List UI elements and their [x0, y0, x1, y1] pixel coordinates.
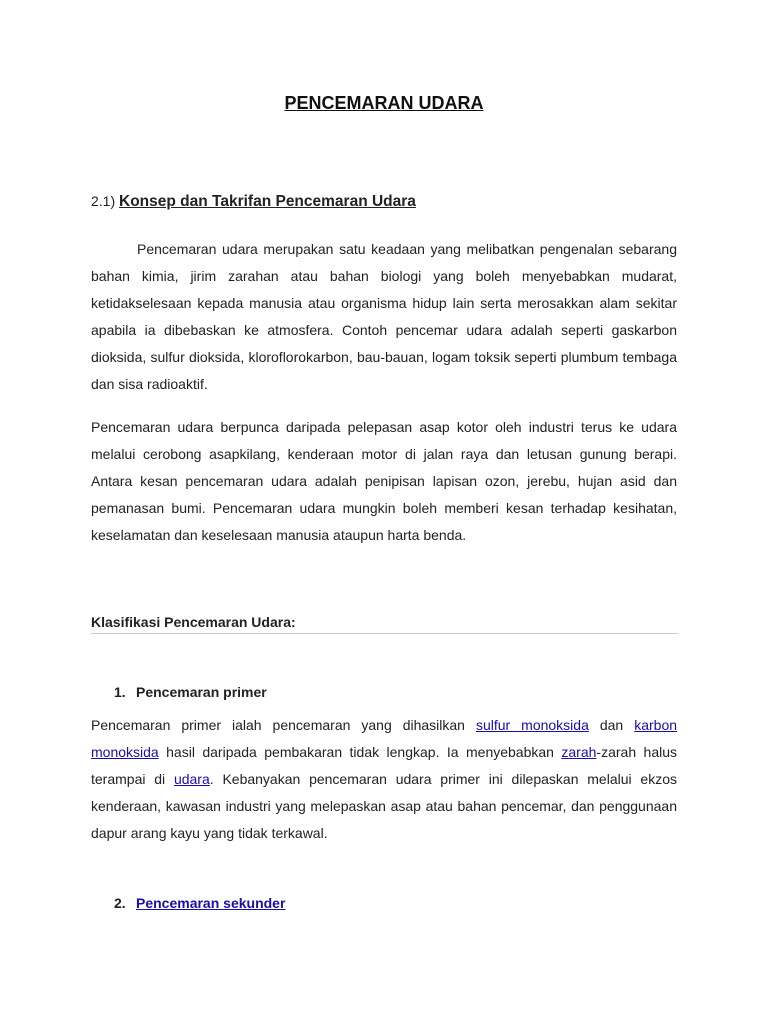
item-primer-heading [114, 684, 267, 700]
primer-text-3: hasil daripada pembakaran tidak lengkap. Ia menyebabkan [158, 744, 562, 760]
document-title: PENCEMARAN UDARA [284, 93, 484, 113]
section-number: 2.1) [91, 193, 116, 209]
link-pencemaran-sekunder[interactable]: Pencemaran sekunder [136, 895, 286, 911]
primer-text-1: Pencemaran primer ialah pencemaran yang dihasilkan [91, 717, 476, 733]
paragraph-definition: Pencemaran udara merupakan satu keadaan yang melibatkan pengenalan sebarang bahan kimia, jirim zarahan atau bahan biologi yang boleh menyebabkan mudarat, ketidakselesaan kepada manusia atau organisma hidup lain serta merosakkan alam sekitar apabila ia dibebaskan ke atmosfera. Contoh pencemar udara adalah seperti gaskarbon dioksida, sulfur dioksida, kloroflorokarbon, bau-bauan, logam toksik seperti plumbum tembaga dan sisa radioaktif. [91, 241, 677, 392]
link-zarah[interactable]: zarah [561, 744, 597, 760]
item-sekunder-number: 2. [114, 895, 126, 911]
item-primer-number: 1. [114, 684, 126, 700]
item-sekunder-heading [114, 895, 285, 911]
item-primer-title: Pencemaran primer [136, 684, 267, 700]
primer-text-5: . Kebanyakan pencemaran udara primer ini dilepaskan melalui ekzos kenderaan, kawasan industri yang melepaskan asap atau bahan pencemar, dan penggunaan dapur arang kayu yang tidak terkawal. [91, 771, 677, 841]
paragraph-causes: Pencemaran udara berpunca daripada pelepasan asap kotor oleh industri terus ke udara melalui cerobong asapkilang, kenderaan motor di jalan raya dan letusan gunung berapi. Antara kesan pencemaran udara adalah penipisan lapisan ozon, jerebu, hujan asid dan pemanasan bumi. Pencemaran udara mungkin boleh memberi kesan terhadap kesihatan, keselamatan dan keselesaan manusia ataupun harta benda. [91, 419, 677, 543]
link-karbon-monoksida[interactable]: karbon monoksida [91, 717, 678, 760]
klasifikasi-heading: Klasifikasi Pencemaran Udara: [91, 614, 678, 634]
section-title: Konsep dan Takrifan Pencemaran Udara [119, 193, 416, 210]
section-heading [91, 193, 416, 211]
primer-text-2: dan [588, 717, 635, 733]
primer-text-4: -zarah halus terampai di [91, 744, 678, 787]
link-udara[interactable]: udara [173, 771, 210, 787]
link-sulfur-monoksida[interactable]: sulfur monoksida [475, 717, 589, 733]
paragraph-primer [91, 712, 677, 847]
